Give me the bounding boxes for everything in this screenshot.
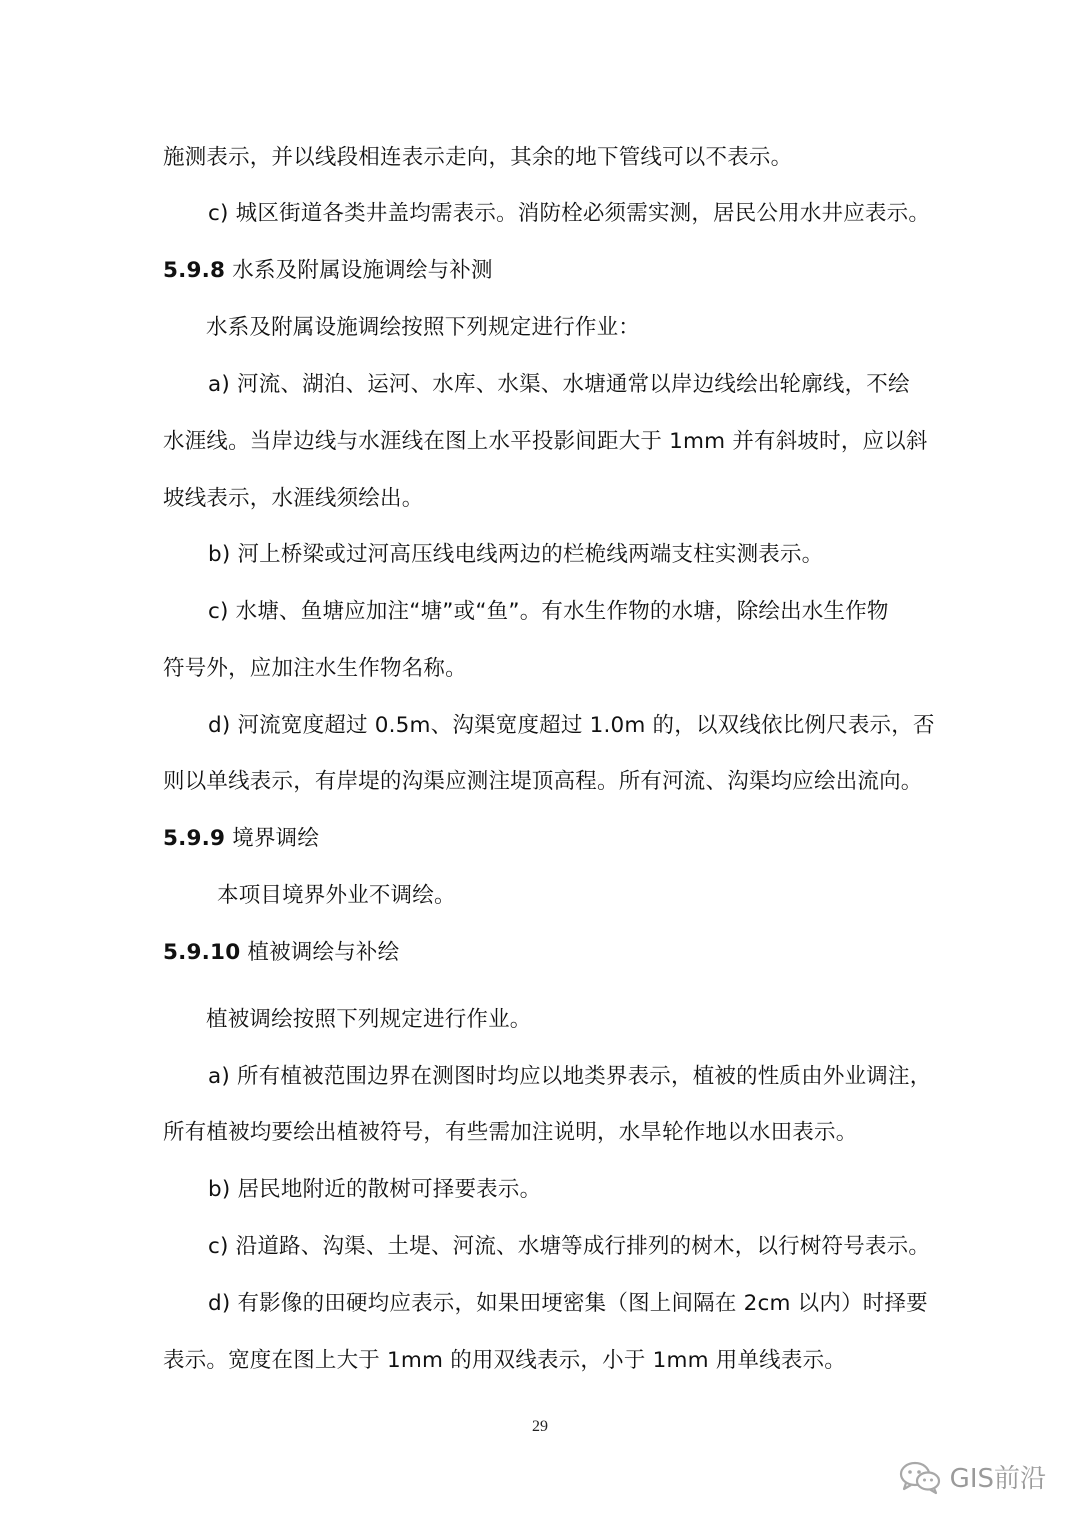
watermark-text: GIS前沿 xyxy=(949,1464,1046,1494)
list-item-a: a) 河流、湖泊、运河、水库、水渠、水塘通常以岸边线绘出轮廓线，不绘 xyxy=(208,372,910,397)
list-item-b: b) 河上桥梁或过河高压线电线两边的栏桅线两端支柱实测表示。 xyxy=(208,542,824,567)
paragraph-line: 符号外，应加注水生作物名称。 xyxy=(163,656,467,681)
paragraph-line: 施测表示，并以线段相连表示走向，其余的地下管线可以不表示。 xyxy=(163,145,793,170)
paragraph-line: 水涯线。当岸边线与水涯线在图上水平投影间距大于 1mm 并有斜坡时，应以斜 xyxy=(163,429,928,454)
section-title: 植被调绘与补绘 xyxy=(247,940,400,965)
list-item-b: b) 居民地附近的散树可择要表示。 xyxy=(208,1177,542,1202)
section-heading-5-9-8 xyxy=(163,256,493,286)
section-number: 5.9.9 xyxy=(163,826,226,851)
list-item-c: c) 水塘、鱼塘应加注“塘”或“鱼”。有水生作物的水塘，除绘出水生作物 xyxy=(208,599,889,624)
list-item-d: d) 有影像的田硬均应表示，如果田埂密集（图上间隔在 2cm 以内）时择要 xyxy=(208,1291,928,1316)
paragraph-line: 则以单线表示，有岸堤的沟渠应测注堤顶高程。所有河流、沟渠均应绘出流向。 xyxy=(163,769,923,794)
paragraph-line: 水系及附属设施调绘按照下列规定进行作业： xyxy=(206,315,641,340)
section-heading-5-9-9 xyxy=(163,824,319,854)
paragraph-line: 植被调绘按照下列规定进行作业。 xyxy=(206,1007,532,1032)
page-number: 29 xyxy=(532,1418,548,1435)
list-item-c: c) 沿道路、沟渠、土堤、河流、水塘等成行排列的树木，以行树符号表示。 xyxy=(208,1234,931,1259)
wechat-icon xyxy=(898,1459,942,1495)
section-title: 境界调绘 xyxy=(232,826,320,851)
section-heading-5-9-10 xyxy=(163,938,399,968)
list-item-c: c) 城区街道各类井盖均需表示。消防栓必须需实测，居民公用水井应表示。 xyxy=(208,201,931,226)
section-number: 5.9.8 xyxy=(163,258,226,283)
paragraph-line: 表示。宽度在图上大于 1mm 的用双线表示，小于 1mm 用单线表示。 xyxy=(163,1348,846,1373)
section-title: 水系及附属设施调绘与补测 xyxy=(232,258,493,283)
paragraph-line: 坡线表示，水涯线须绘出。 xyxy=(163,486,424,511)
list-item-a: a) 所有植被范围边界在测图时均应以地类界表示，植被的性质由外业调注， xyxy=(208,1064,932,1089)
paragraph-line: 所有植被均要绘出植被符号，有些需加注说明，水旱轮作地以水田表示。 xyxy=(163,1120,858,1145)
paragraph-line: 本项目境界外业不调绘。 xyxy=(217,883,456,908)
section-number: 5.9.10 xyxy=(163,940,241,965)
list-item-d: d) 河流宽度超过 0.5m、沟渠宽度超过 1.0m 的，以双线依比例尺表示，否 xyxy=(208,713,935,738)
watermark xyxy=(898,1458,1046,1495)
